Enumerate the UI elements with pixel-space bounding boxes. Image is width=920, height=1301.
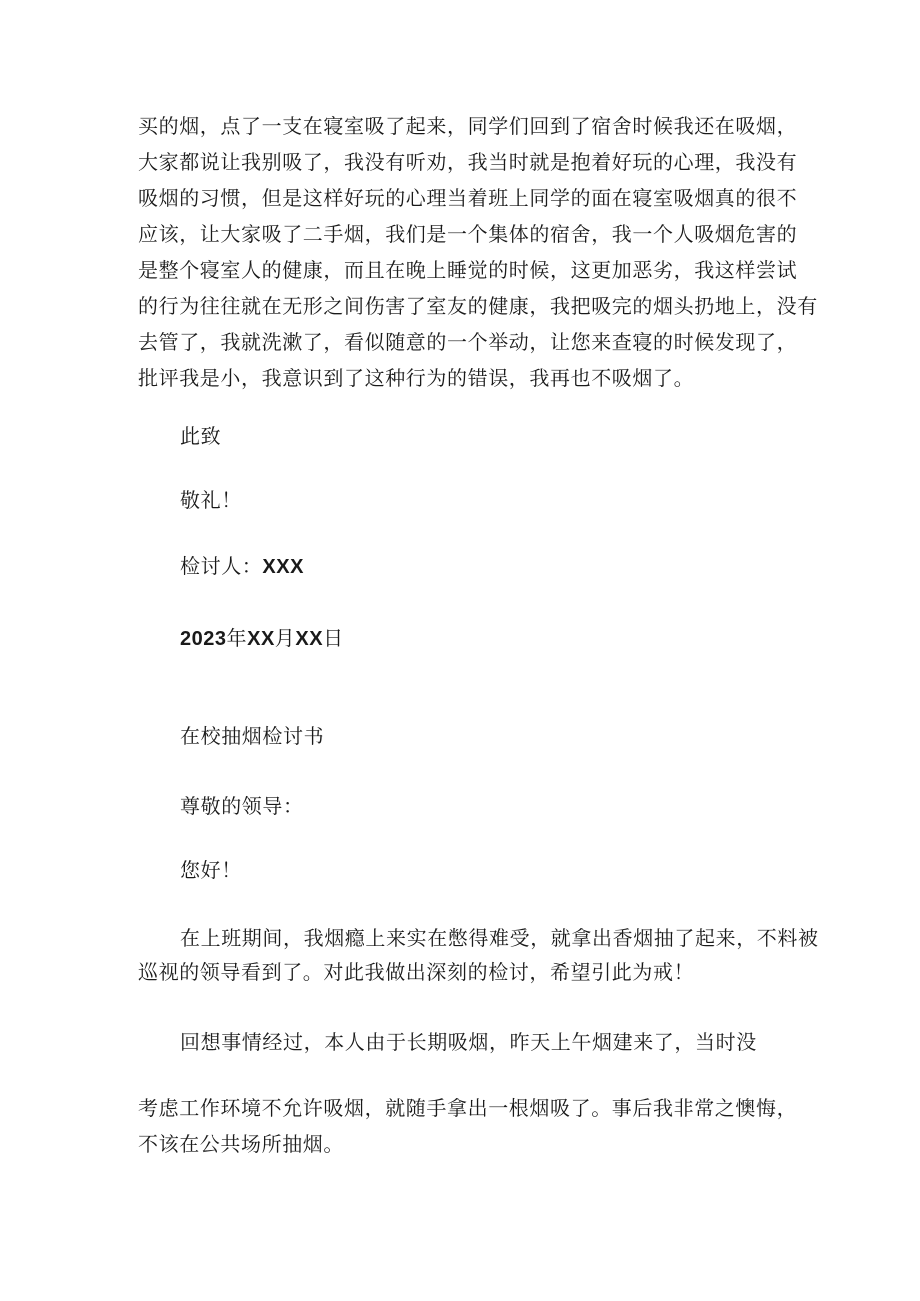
paragraph-line: 吸烟的习惯，但是这样好玩的心理当着班上同学的面在寝室吸烟真的很不 [138,186,798,210]
letter-title: 在校抽烟检讨书 [180,724,325,748]
letter-addressee: 尊敬的领导： [180,794,304,818]
date-year: 2023 [180,628,227,650]
closing-salutation: 此致 [180,424,222,448]
date-day-suffix: 日 [323,626,344,650]
date-day: XX [295,628,324,650]
letter-greeting: 您好！ [180,858,242,882]
paragraph-line: 去管了，我就洗漱了，看似随意的一个举动，让您来查寝的时候发现了， [138,330,798,354]
closing-regards: 敬礼！ [180,488,242,512]
date-month-suffix: 月 [274,626,296,650]
paragraph-line: 买的烟，点了一支在寝室吸了起来，同学们回到了宿舍时候我还在吸烟， [138,114,798,138]
signer-line [180,552,304,581]
paragraph-line: 考虑工作环境不允许吸烟，就随手拿出一根烟吸了。事后我非常之懊悔， [138,1096,798,1120]
paragraph-line: 应该，让大家吸了二手烟，我们是一个集体的宿舍，我一个人吸烟危害的 [138,222,798,246]
paragraph-line: 是整个寝室人的健康，而且在晚上睡觉的时候，这更加恶劣，我这样尝试 [138,258,798,282]
paragraph-line: 在上班期间，我烟瘾上来实在憋得难受，就拿出香烟抽了起来，不料被 [180,926,819,950]
paragraph-line: 巡视的领导看到了。对此我做出深刻的检讨，希望引此为戒！ [138,960,695,984]
signer-label: 检讨人： [180,554,263,578]
date-year-suffix: 年 [226,626,248,650]
paragraph-line: 大家都说让我别吸了，我没有听劝，我当时就是抱着好玩的心理，我没有 [138,150,798,174]
paragraph-line: 批评我是小，我意识到了这种行为的错误，我再也不吸烟了。 [138,366,695,390]
date-line [180,624,344,653]
paragraph-line: 的行为往往就在无形之间伤害了室友的健康，我把吸完的烟头扔地上，没有 [138,294,818,318]
date-month: XX [247,628,275,650]
signer-name: XXX [262,556,304,578]
paragraph-line: 不该在公共场所抽烟。 [138,1132,344,1156]
paragraph-line: 回想事情经过，本人由于长期吸烟，昨天上午烟建来了，当时没 [180,1030,757,1054]
